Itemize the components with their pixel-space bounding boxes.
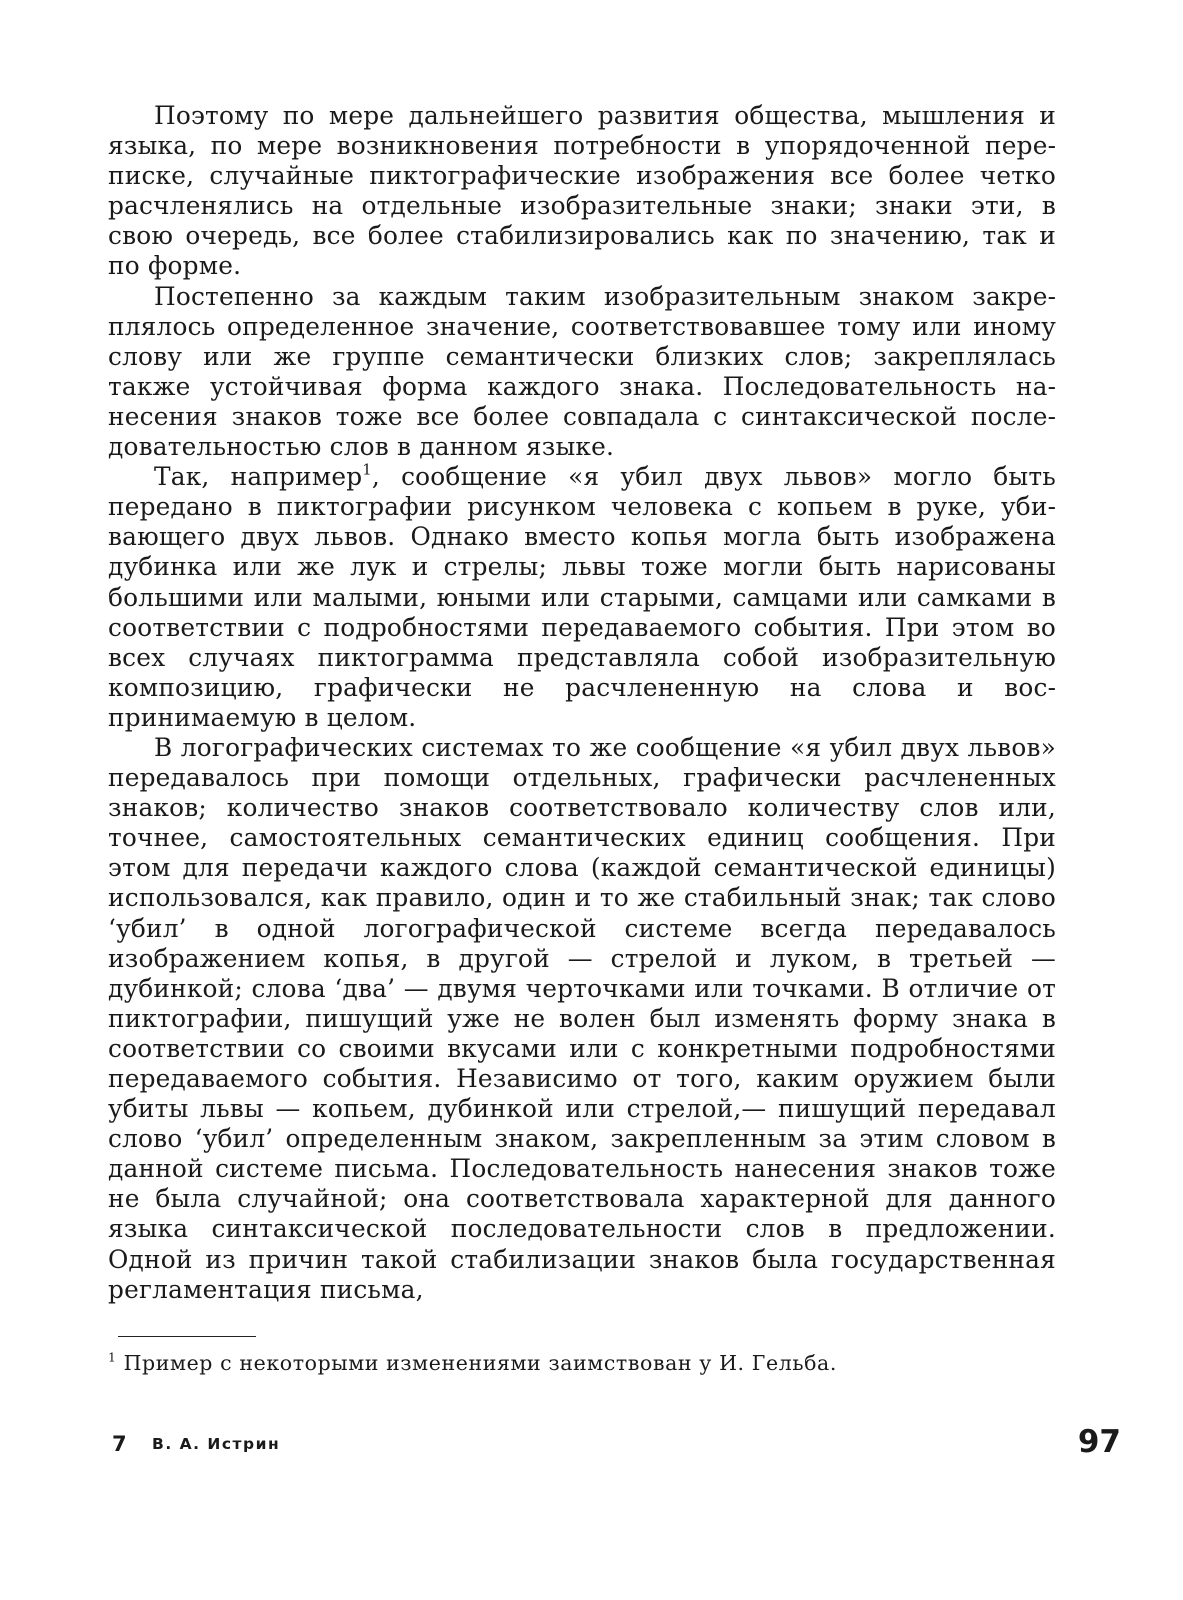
footnote [108,1350,1056,1376]
paragraph-2 [108,282,1056,463]
footnote-divider [118,1336,256,1337]
footnote-text: Пример с некоторыми изменениями заимствован у И. Гельба. [123,1351,837,1375]
paragraph-4 [108,733,1056,1305]
paragraph-1-text: Поэтому по мере дальнейшего развития общества, мышления и языка, по мере возникновения потребности в упорядоченной переписке, случайные пиктографические изображения все более четко расчленялись на отдельные изобразительные знаки; знаки эти, в свою очередь, все более стабилизировались как по значению, так и по форме. [108,101,1056,281]
paragraph-3-text-end: , сообщение «я убил двух львов» могло быть передано в пиктографии рисунком человека с копьем в руке, убивающего двух львов. Однако вместо копья могла быть изображена дубинка или же лук и стрелы; львы тоже могли быть нарисованы большими или малыми, юными или старыми, самцами или самками в соответствии с подробностями передаваемого события. При этом во всех случаях пиктограмма представляла собой изобразительную композицию, графически не расчлененную на слова и воспринимаемую в целом. [108,462,1056,732]
paragraph-2-text: Постепенно за каждым таким изобразительным знаком закреплялось определенное значение, соответствовавшее тому или иному слову или же группе семантически близких слов; закреплялась также устойчивая форма каждого знака. Последовательность нанесения знаков тоже все более совпадала с синтаксической последовательностью слов в данном языке. [108,281,1056,462]
paragraph-3-text-start: Так, например [154,462,363,492]
signature-mark: 7 [112,1432,127,1456]
footnote-reference: 1 [362,460,372,479]
paragraph-1 [108,101,1056,282]
author-name: В. А. Истрин [152,1435,281,1453]
page-number: 97 [1077,1424,1121,1460]
paragraph-3 [108,462,1056,733]
footnote-mark: 1 [108,1350,117,1365]
paragraph-4-text: В логографических системах то же сообщение «я убил двух львов» передавалось при помощи отдельных, графически расчлененных знаков; количество знаков соответствовало количеству слов или, точнее, самостоятельных семантических единиц сообщения. При этом для передачи каждого слова (каждой семантической единицы) использовался, как правило, один и то же стабильный знак; так слово ‘убил’ в одной логографической системе всегда передавалось изображением копья, в другой — стрелой и луком, в третьей — дубинкой; слова ‘два’ — двумя черточками или точками. В отличие от пиктографии, пишущий уже не волен был изменять форму знака в соответствии со своими вкусами или с конкретными подробностями передаваемого события. Независимо от того, каким оружием были убиты львы — копьем, дубинкой или стрелой,— пишущий передавал слово ‘убил’ определенным знаком, закрепленным за этим словом в данной системе письма. Последовательность нанесения знаков тоже не была случайной; она соответствовала характерной для данного языка синтаксической последовательности слов в предложении. Одной из причин такой стабилизации знаков была государственная регламентация письма, [108,732,1056,1304]
main-text [108,101,1056,1305]
